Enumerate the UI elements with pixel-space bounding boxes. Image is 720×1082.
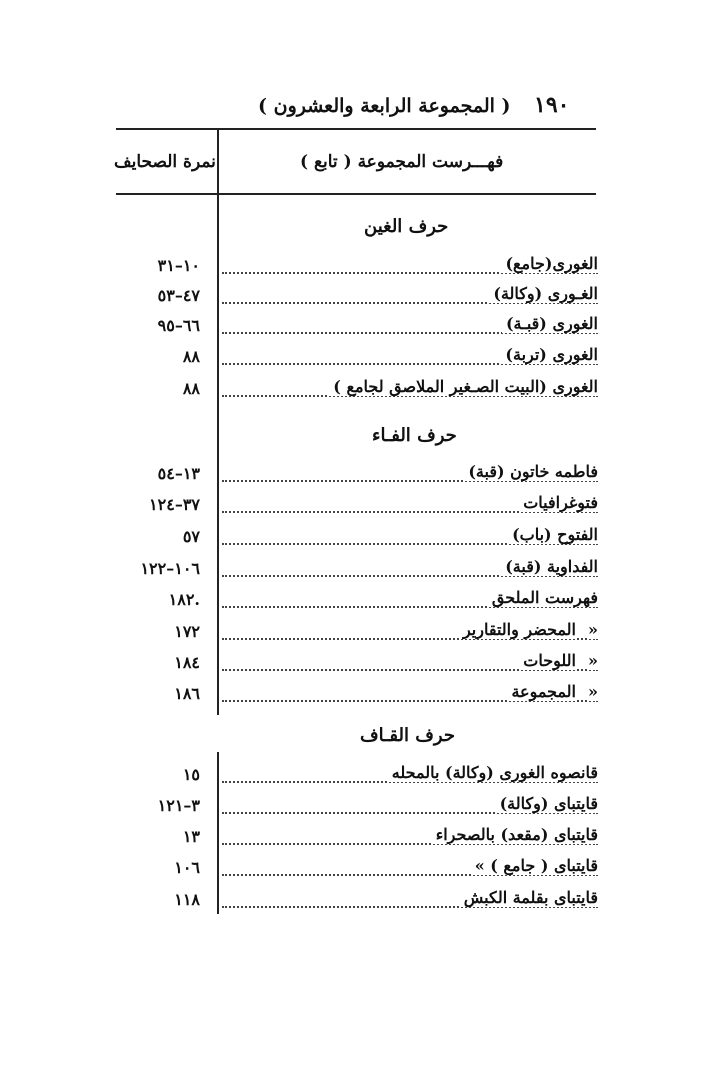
entry-pages: ١٠٦ <box>174 858 200 877</box>
index-entry <box>222 254 598 278</box>
entry-pages: ١٣ <box>182 827 200 846</box>
entry-pages: ١٠٦–١٢٢ <box>140 559 200 578</box>
entry-label: الغورى(جامع) <box>501 254 598 273</box>
entry-pages: ١٨٦ <box>174 684 200 703</box>
entry-pages: ١٠–٣١ <box>157 256 200 275</box>
index-entry <box>222 588 598 612</box>
entry-pages: ١٨٤ <box>174 653 200 672</box>
index-entry <box>222 462 598 486</box>
entry-label: فتوغرافيات <box>519 493 598 512</box>
section-heading-qaf: حرف القـاف <box>360 725 455 746</box>
top-rule <box>116 128 596 130</box>
entry-label: اللوحات <box>519 651 576 670</box>
index-entry <box>222 888 598 912</box>
index-entry <box>222 493 598 517</box>
section-heading-ghain: حرف الغين <box>364 216 449 237</box>
index-entry-sub <box>222 651 598 675</box>
index-entry <box>222 284 598 308</box>
entry-pages: ١٧٢ <box>174 622 200 641</box>
index-entry <box>222 794 598 818</box>
index-entry <box>222 856 598 880</box>
entry-label: فاطمه خاتون (قبة) <box>464 462 598 481</box>
index-entry-sub <box>222 682 598 706</box>
index-entry <box>222 763 598 787</box>
index-entry <box>222 525 598 549</box>
entry-label: الفتوح (باب) <box>508 525 598 544</box>
index-entry-sub <box>222 620 598 644</box>
entry-pages: ١٨٢. <box>168 590 200 609</box>
index-entry <box>222 377 598 401</box>
section-heading-faa: حرف الفـاء <box>372 425 457 446</box>
entry-pages: ٦٦–٩٥ <box>157 316 200 335</box>
column-divider-upper <box>217 130 219 715</box>
ditto-mark: » <box>588 682 598 701</box>
entry-pages: ٨٨ <box>182 379 200 398</box>
entry-label: المجموعة <box>507 682 576 701</box>
entry-label: الغورى (قبـة) <box>502 314 598 333</box>
entry-label: الغورى (تربة) <box>501 345 598 364</box>
entry-label: المحضر والتقارير <box>459 620 576 639</box>
entry-label: الفداوية (قبة) <box>501 557 598 576</box>
index-entry <box>222 345 598 369</box>
entry-label: قايتباى (وكالة) <box>496 794 598 813</box>
running-title: ( المجموعة الرابعة والعشرون ) <box>258 95 511 117</box>
entry-label: قايتباى (مقعد) بالصحراء <box>432 825 598 844</box>
entry-label: الغـورى (وكالة) <box>489 284 598 303</box>
entry-pages: ٣٧–١٢٤ <box>149 495 200 514</box>
entry-pages: ٥٧ <box>182 527 200 546</box>
index-entry <box>222 314 598 338</box>
index-entry <box>222 557 598 581</box>
entry-label: الغورى (البيت الصـغير الملاصق لجامع ) <box>329 377 598 396</box>
title-column-header: ( تابع ) فهـــرست المجموعة <box>300 152 504 172</box>
entry-label: قايتباى بقلمة الكبش <box>460 888 598 907</box>
entry-pages: ٤٧–٥٣ <box>157 286 200 305</box>
ditto-mark: » <box>588 620 598 639</box>
column-divider-lower <box>217 752 219 914</box>
pages-column-header: نمرة الصحايف <box>114 152 216 172</box>
entry-pages: ٨٨ <box>182 347 200 366</box>
column-header-rule <box>116 193 596 195</box>
entry-label: قايتباى ( جامع ) » <box>471 856 598 875</box>
page-number: ١٩٠ <box>534 92 570 118</box>
entry-pages: ٣–١٢١ <box>157 796 200 815</box>
entry-pages: ١٥ <box>182 765 200 784</box>
entry-label: فهرست الملحق <box>488 588 598 607</box>
entry-pages: ١١٨ <box>174 890 200 909</box>
entry-pages: ١٣–٥٤ <box>157 464 200 483</box>
ditto-mark: » <box>588 651 598 670</box>
index-entry <box>222 825 598 849</box>
entry-label: قانصوه الغورى (وكالة) بالمحله <box>388 763 598 782</box>
